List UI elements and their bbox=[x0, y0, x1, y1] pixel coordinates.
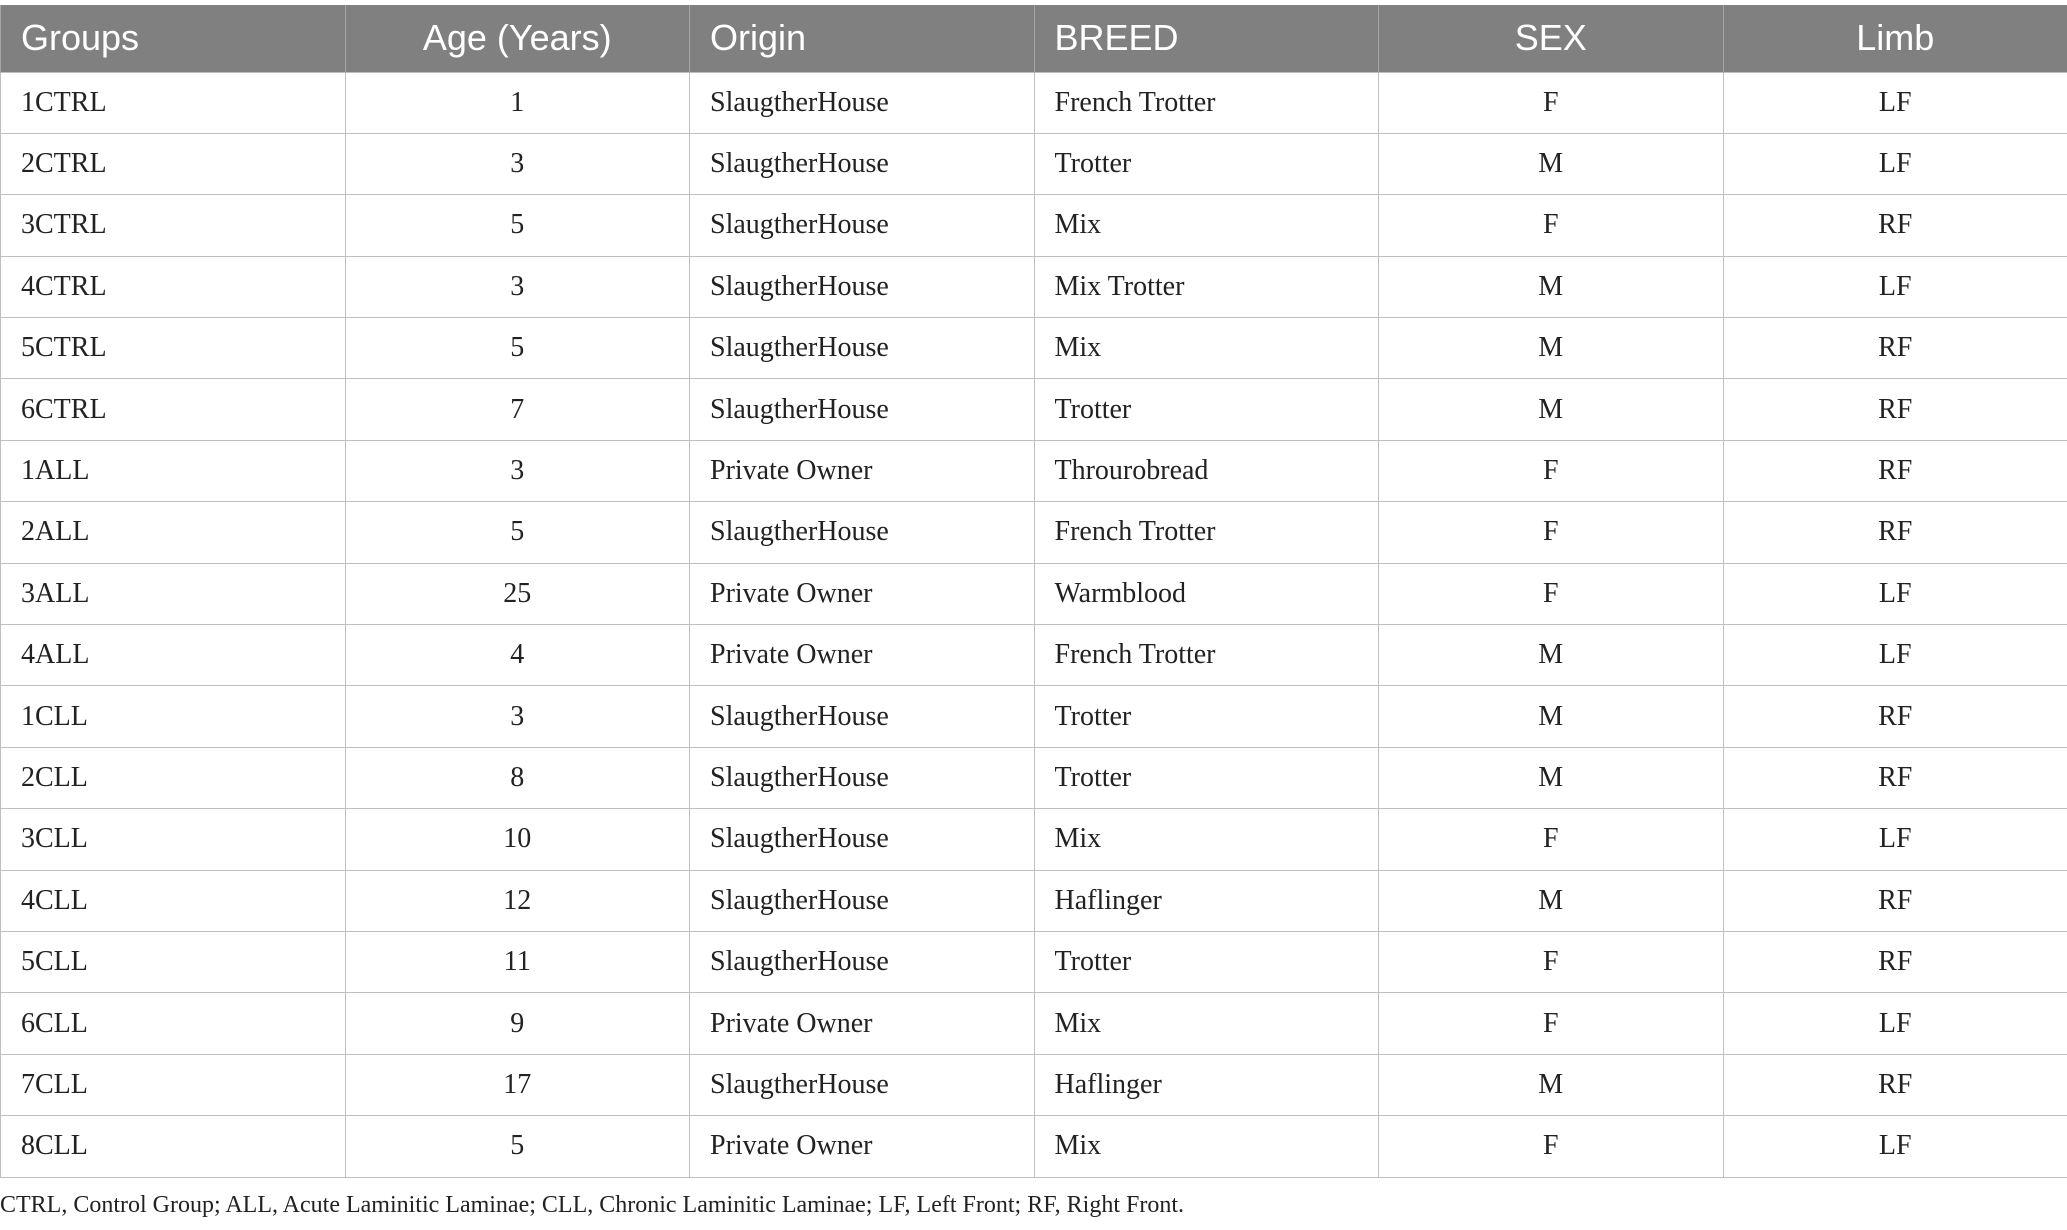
header-sex: SEX bbox=[1379, 5, 1724, 72]
cell-age: 5 bbox=[345, 318, 690, 379]
cell-group: 6CTRL bbox=[1, 379, 346, 440]
cell-sex: M bbox=[1379, 318, 1724, 379]
cell-breed: Mix bbox=[1034, 195, 1379, 256]
cell-sex: M bbox=[1379, 747, 1724, 808]
cell-sex: M bbox=[1379, 256, 1724, 317]
cell-group: 5CLL bbox=[1, 931, 346, 992]
cell-origin: Private Owner bbox=[690, 440, 1035, 501]
cell-group: 2CTRL bbox=[1, 133, 346, 194]
cell-sex: M bbox=[1379, 870, 1724, 931]
cell-origin: Private Owner bbox=[690, 625, 1035, 686]
table-row bbox=[1, 809, 2067, 870]
cell-sex: F bbox=[1379, 440, 1724, 501]
cell-age: 3 bbox=[345, 256, 690, 317]
cell-group: 2ALL bbox=[1, 502, 346, 563]
cell-breed: Mix bbox=[1034, 318, 1379, 379]
cell-age: 3 bbox=[345, 686, 690, 747]
header-row bbox=[1, 5, 2067, 72]
cell-sex: F bbox=[1379, 1116, 1724, 1177]
cell-group: 2CLL bbox=[1, 747, 346, 808]
cell-age: 11 bbox=[345, 931, 690, 992]
cell-sex: M bbox=[1379, 133, 1724, 194]
cell-group: 4CLL bbox=[1, 870, 346, 931]
cell-group: 1ALL bbox=[1, 440, 346, 501]
cell-origin: SlaugtherHouse bbox=[690, 502, 1035, 563]
table-row bbox=[1, 318, 2067, 379]
table-row bbox=[1, 1116, 2067, 1177]
cell-breed: Warmblood bbox=[1034, 563, 1379, 624]
table-row bbox=[1, 625, 2067, 686]
cell-limb: RF bbox=[1723, 195, 2067, 256]
cell-sex: F bbox=[1379, 993, 1724, 1054]
cell-origin: SlaugtherHouse bbox=[690, 809, 1035, 870]
header-breed: BREED bbox=[1034, 5, 1379, 72]
cell-group: 6CLL bbox=[1, 993, 346, 1054]
cell-age: 5 bbox=[345, 502, 690, 563]
header-limb: Limb bbox=[1723, 5, 2067, 72]
cell-limb: LF bbox=[1723, 256, 2067, 317]
cell-limb: RF bbox=[1723, 318, 2067, 379]
cell-breed: French Trotter bbox=[1034, 502, 1379, 563]
cell-origin: SlaugtherHouse bbox=[690, 931, 1035, 992]
cell-age: 3 bbox=[345, 133, 690, 194]
cell-group: 1CLL bbox=[1, 686, 346, 747]
cell-group: 3CTRL bbox=[1, 195, 346, 256]
cell-breed: Mix bbox=[1034, 809, 1379, 870]
cell-limb: RF bbox=[1723, 379, 2067, 440]
cell-origin: Private Owner bbox=[690, 993, 1035, 1054]
cell-sex: M bbox=[1379, 686, 1724, 747]
cell-age: 25 bbox=[345, 563, 690, 624]
cell-breed: Trotter bbox=[1034, 686, 1379, 747]
cell-origin: SlaugtherHouse bbox=[690, 686, 1035, 747]
cell-group: 1CTRL bbox=[1, 72, 346, 133]
cell-age: 9 bbox=[345, 993, 690, 1054]
cell-age: 4 bbox=[345, 625, 690, 686]
cell-group: 8CLL bbox=[1, 1116, 346, 1177]
cell-limb: LF bbox=[1723, 563, 2067, 624]
table-row bbox=[1, 256, 2067, 317]
cell-breed: Mix bbox=[1034, 993, 1379, 1054]
cell-age: 17 bbox=[345, 1054, 690, 1115]
cell-limb: RF bbox=[1723, 686, 2067, 747]
table-row bbox=[1, 1054, 2067, 1115]
table-row bbox=[1, 870, 2067, 931]
cell-age: 8 bbox=[345, 747, 690, 808]
table-row bbox=[1, 686, 2067, 747]
cell-breed: Mix Trotter bbox=[1034, 256, 1379, 317]
cell-limb: LF bbox=[1723, 993, 2067, 1054]
table-row bbox=[1, 931, 2067, 992]
cell-breed: Trotter bbox=[1034, 931, 1379, 992]
table-row bbox=[1, 133, 2067, 194]
cell-breed: French Trotter bbox=[1034, 72, 1379, 133]
cell-breed: Throurobread bbox=[1034, 440, 1379, 501]
cell-origin: SlaugtherHouse bbox=[690, 747, 1035, 808]
cell-limb: RF bbox=[1723, 502, 2067, 563]
cell-group: 4CTRL bbox=[1, 256, 346, 317]
cell-breed: Haflinger bbox=[1034, 1054, 1379, 1115]
table-footnote: CTRL, Control Group; ALL, Acute Laminitic Laminae; CLL, Chronic Laminitic Laminae; LF, Left Front; RF, Right Front. bbox=[0, 1192, 1184, 1218]
cell-origin: SlaugtherHouse bbox=[690, 870, 1035, 931]
cell-origin: SlaugtherHouse bbox=[690, 133, 1035, 194]
cell-limb: LF bbox=[1723, 1116, 2067, 1177]
cell-group: 5CTRL bbox=[1, 318, 346, 379]
table-header bbox=[1, 5, 2067, 72]
cell-limb: RF bbox=[1723, 1054, 2067, 1115]
header-age: Age (Years) bbox=[345, 5, 690, 72]
cell-breed: Mix bbox=[1034, 1116, 1379, 1177]
cell-breed: Trotter bbox=[1034, 747, 1379, 808]
cell-origin: Private Owner bbox=[690, 563, 1035, 624]
cell-sex: F bbox=[1379, 809, 1724, 870]
header-groups: Groups bbox=[1, 5, 346, 72]
cell-sex: M bbox=[1379, 1054, 1724, 1115]
table-row bbox=[1, 195, 2067, 256]
table-row bbox=[1, 993, 2067, 1054]
cell-limb: LF bbox=[1723, 625, 2067, 686]
cell-sex: M bbox=[1379, 379, 1724, 440]
cell-group: 7CLL bbox=[1, 1054, 346, 1115]
cell-age: 10 bbox=[345, 809, 690, 870]
cell-limb: RF bbox=[1723, 747, 2067, 808]
cell-limb: RF bbox=[1723, 931, 2067, 992]
table-row bbox=[1, 379, 2067, 440]
cell-age: 7 bbox=[345, 379, 690, 440]
cell-sex: F bbox=[1379, 502, 1724, 563]
cell-sex: F bbox=[1379, 563, 1724, 624]
cell-age: 5 bbox=[345, 1116, 690, 1177]
cell-limb: LF bbox=[1723, 133, 2067, 194]
cell-origin: SlaugtherHouse bbox=[690, 256, 1035, 317]
cell-age: 5 bbox=[345, 195, 690, 256]
cell-breed: French Trotter bbox=[1034, 625, 1379, 686]
table-row bbox=[1, 502, 2067, 563]
cell-age: 12 bbox=[345, 870, 690, 931]
data-table bbox=[0, 5, 2067, 1178]
cell-sex: F bbox=[1379, 195, 1724, 256]
data-table-container bbox=[0, 5, 2067, 1178]
cell-group: 3ALL bbox=[1, 563, 346, 624]
cell-group: 4ALL bbox=[1, 625, 346, 686]
cell-group: 3CLL bbox=[1, 809, 346, 870]
cell-limb: RF bbox=[1723, 870, 2067, 931]
cell-age: 1 bbox=[345, 72, 690, 133]
cell-limb: LF bbox=[1723, 809, 2067, 870]
cell-limb: RF bbox=[1723, 440, 2067, 501]
cell-origin: SlaugtherHouse bbox=[690, 379, 1035, 440]
cell-origin: SlaugtherHouse bbox=[690, 195, 1035, 256]
cell-sex: F bbox=[1379, 72, 1724, 133]
cell-origin: SlaugtherHouse bbox=[690, 318, 1035, 379]
cell-breed: Trotter bbox=[1034, 133, 1379, 194]
table-body bbox=[1, 72, 2067, 1177]
cell-breed: Trotter bbox=[1034, 379, 1379, 440]
table-row bbox=[1, 747, 2067, 808]
cell-origin: SlaugtherHouse bbox=[690, 1054, 1035, 1115]
cell-origin: SlaugtherHouse bbox=[690, 72, 1035, 133]
cell-breed: Haflinger bbox=[1034, 870, 1379, 931]
table-row bbox=[1, 563, 2067, 624]
cell-origin: Private Owner bbox=[690, 1116, 1035, 1177]
cell-sex: M bbox=[1379, 625, 1724, 686]
table-row bbox=[1, 72, 2067, 133]
cell-age: 3 bbox=[345, 440, 690, 501]
cell-sex: F bbox=[1379, 931, 1724, 992]
table-row bbox=[1, 440, 2067, 501]
header-origin: Origin bbox=[690, 5, 1035, 72]
cell-limb: LF bbox=[1723, 72, 2067, 133]
